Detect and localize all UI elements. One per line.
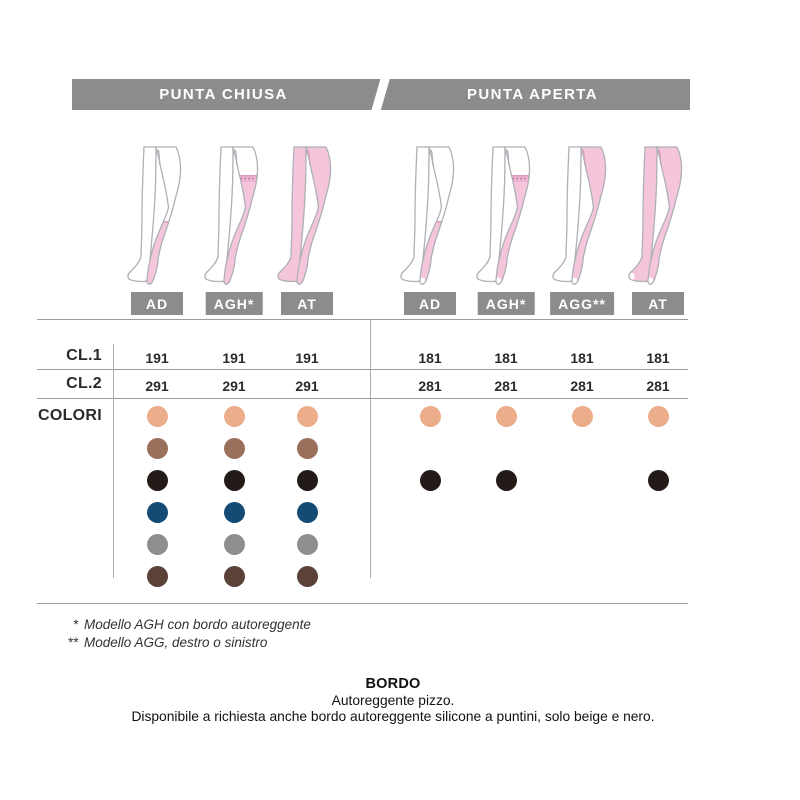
color-dot-dark_brown xyxy=(297,566,318,587)
color-dot-gray xyxy=(297,534,318,555)
model-badge: AT xyxy=(632,292,684,315)
header-punta-chiusa-label: PUNTA CHIUSA xyxy=(159,86,288,103)
cl1-value: 191 xyxy=(222,350,246,366)
cl1-value: 181 xyxy=(646,350,670,366)
color-dot-black xyxy=(648,470,669,491)
cl2-value: 281 xyxy=(646,378,670,394)
color-dot-black xyxy=(496,470,517,491)
model-badge: AGH* xyxy=(478,292,535,315)
leg-figure xyxy=(272,141,342,291)
footnotes xyxy=(58,616,311,651)
footnote-agg-mark: ** xyxy=(67,634,78,650)
color-dot-navy xyxy=(224,502,245,523)
leg-figure xyxy=(199,141,269,291)
color-dot-beige xyxy=(147,406,168,427)
cl2-value: 281 xyxy=(570,378,594,394)
color-dot-beige xyxy=(420,406,441,427)
color-dot-beige xyxy=(496,406,517,427)
color-dot-beige xyxy=(648,406,669,427)
leg-figure xyxy=(623,141,693,291)
cl1-value: 181 xyxy=(494,350,518,366)
color-dot-gray xyxy=(147,534,168,555)
footnote-agg-text: Modello AGG, destro o sinistro xyxy=(84,634,268,650)
cl2-value: 281 xyxy=(418,378,442,394)
color-dot-navy xyxy=(147,502,168,523)
header-punta-chiusa xyxy=(72,79,375,110)
color-dot-navy xyxy=(297,502,318,523)
leg-illustration-ad-closed-toe xyxy=(122,141,192,291)
leg-illustration-ad-open-toe xyxy=(395,141,465,291)
leg-figure xyxy=(471,141,541,291)
row-label-cl1: CL.1 xyxy=(66,347,102,364)
table-rule-bottom xyxy=(37,603,688,604)
footnote-agg xyxy=(58,634,311,652)
table-rule-top xyxy=(37,319,688,320)
model-column-agh-punta-chiusa xyxy=(199,140,269,600)
cl1-value: 181 xyxy=(570,350,594,366)
footnote-agh-text: Modello AGH con bordo autoreggente xyxy=(84,617,311,632)
color-dot-beige xyxy=(224,406,245,427)
row-label-cl2: CL.2 xyxy=(66,375,102,392)
cl2-value: 281 xyxy=(494,378,518,394)
model-column-agg-punta-aperta xyxy=(547,140,617,600)
color-dot-beige xyxy=(572,406,593,427)
color-dot-brown xyxy=(297,438,318,459)
header-punta-aperta xyxy=(375,79,690,110)
color-dot-brown xyxy=(147,438,168,459)
leg-figure xyxy=(395,141,465,291)
model-badge: AD xyxy=(131,292,183,315)
cl1-value: 191 xyxy=(295,350,319,366)
color-dot-black xyxy=(224,470,245,491)
model-badge: AGG** xyxy=(550,292,614,315)
footnote-agh xyxy=(58,616,311,634)
color-dot-black xyxy=(147,470,168,491)
header-bar xyxy=(72,79,690,110)
leg-figure xyxy=(547,141,617,291)
color-dot-gray xyxy=(224,534,245,555)
cl2-value: 291 xyxy=(222,378,246,394)
leg-illustration-agg-open-toe xyxy=(547,141,617,291)
color-dot-beige xyxy=(297,406,318,427)
table-rule-cl1-cl2 xyxy=(37,369,688,370)
leg-figure xyxy=(122,141,192,291)
leg-illustration-agh-closed-toe xyxy=(199,141,269,291)
model-column-ad-punta-aperta xyxy=(395,140,465,600)
leg-illustration-agh-open-toe xyxy=(471,141,541,291)
cl1-value: 191 xyxy=(145,350,169,366)
cl2-value: 291 xyxy=(295,378,319,394)
label-column-divider xyxy=(113,344,114,578)
color-dot-black xyxy=(297,470,318,491)
color-dot-dark_brown xyxy=(224,566,245,587)
bordo-section xyxy=(0,677,786,724)
table-rule-cl2-colori xyxy=(37,398,688,399)
cl1-value: 181 xyxy=(418,350,442,366)
leg-illustration-at-closed-toe xyxy=(272,141,342,291)
model-badge: AGH* xyxy=(206,292,263,315)
color-dot-black xyxy=(420,470,441,491)
row-label-colori: COLORI xyxy=(37,407,102,424)
group-divider xyxy=(370,320,371,578)
color-dot-brown xyxy=(224,438,245,459)
model-column-ad-punta-chiusa xyxy=(122,140,192,600)
model-column-agh-punta-aperta xyxy=(471,140,541,600)
model-badge: AT xyxy=(281,292,333,315)
header-punta-aperta-label: PUNTA APERTA xyxy=(467,86,598,103)
cl2-value: 291 xyxy=(145,378,169,394)
bordo-line1: Autoreggente pizzo. xyxy=(331,692,455,708)
model-badge: AD xyxy=(404,292,456,315)
model-column-at-punta-chiusa xyxy=(272,140,342,600)
model-column-at-punta-aperta xyxy=(623,140,693,600)
footnote-agh-mark: * xyxy=(72,617,78,632)
bordo-line2: Disponibile a richiesta anche bordo autoreggente silicone a puntini, solo beige e nero. xyxy=(131,708,655,724)
bordo-title: BORDO xyxy=(365,676,421,692)
leg-illustration-at-open-toe xyxy=(623,141,693,291)
color-dot-dark_brown xyxy=(147,566,168,587)
